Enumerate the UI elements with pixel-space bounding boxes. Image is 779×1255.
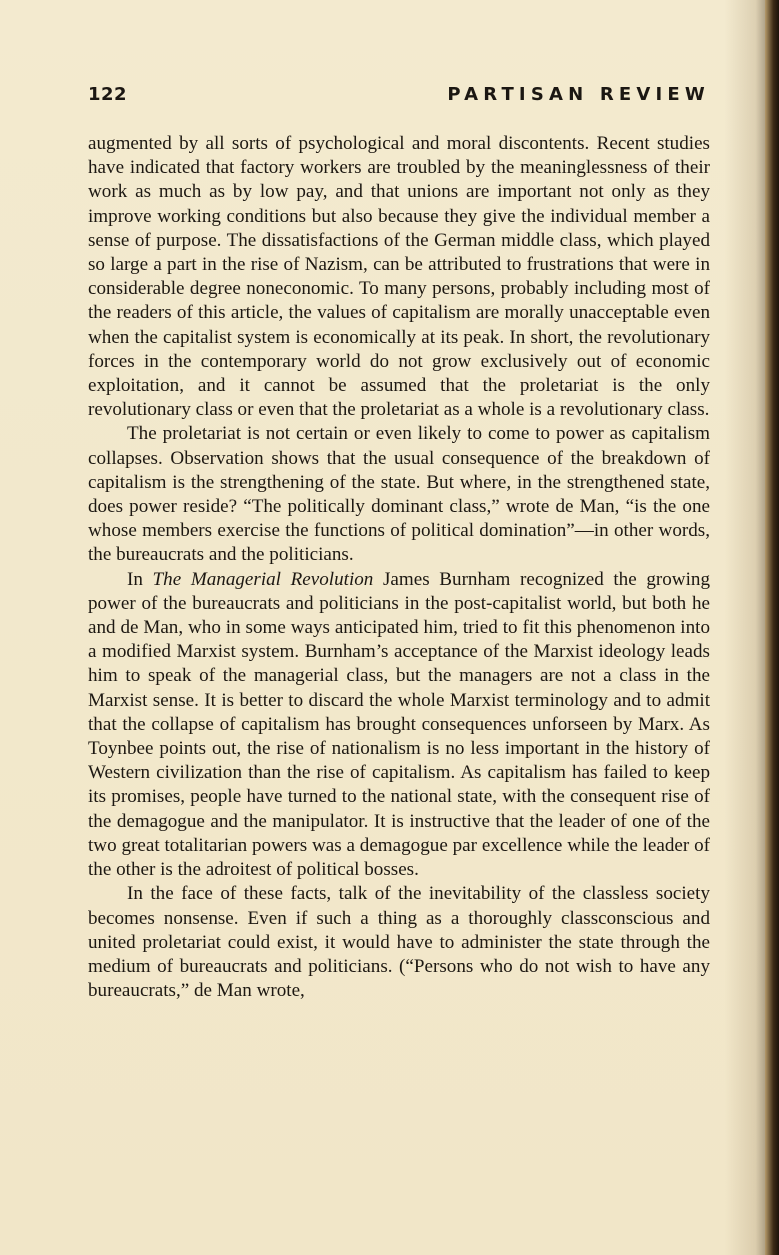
paragraph-3-lead: In	[127, 568, 153, 590]
book-title: The Managerial Revolution	[152, 568, 374, 590]
paragraph-2-text: The proletariat is not certain or even likely to come to power as capitalism collapses. Observation shows that the usual consequence of the breakdown of capitalism is the strengthening of the state. But where, in the strengthened state, does power reside? “The politically dominant class,” wrote de Man, “is the one whose members exercise the functions of political domination”—in other words, the bureaucrats and the politicians.	[88, 423, 710, 566]
page-edge-shadow	[765, 0, 779, 1255]
paragraph-4	[88, 882, 710, 1003]
paragraph-4-text: In the face of these facts, talk of the inevitability of the classless society becomes nonsense. Even if such a thing as a thoroughly classconscious and united proletariat could exist, it would have to administer the state through the medium of bureaucrats and politicians. (“Persons who do not wish to have any bureaucrats,” de Man wrote,	[88, 883, 710, 1002]
body-text	[88, 132, 710, 1003]
running-head	[88, 84, 710, 110]
paragraph-1-text: augmented by all sorts of psychological and moral discontents. Recent studies have indicated that factory workers are troubled by the meaninglessness of their work as much as by low pay, and that unions are important not only as they improve working conditions but also because they give the individual member a sense of purpose. The dissatisfactions of the German middle class, which played so large a part in the rise of Nazism, can be attributed to frustrations that were in considerable degree noneconomic. To many persons, probably including most of the readers of this article, the values of capitalism are morally unacceptable even when the capitalist system is economically at its peak. In short, the revolutionary forces in the contemporary world do not grow exclusively out of economic exploitation, and it cannot be assumed that the proletariat is the only revolutionary class or even that the proletariat as a whole is a revolutionary class.	[88, 133, 710, 421]
paragraph-3-text: James Burnham recognized the growing power of the bureaucrats and politicians in the post-capitalist world, but both he and de Man, who in some ways anticipated him, tried to fit this phenomenon into a modified Marxist system. Burnham’s acceptance of the Marxist ideology leads him to speak of the managerial class, but the managers are not a class in the Marxist sense. It is better to discard the whole Marxist terminology and to admit that the collapse of capitalism has brought consequences unforseen by Marx. As Toynbee points out, the rise of nationalism is no less important in the history of Western civilization than the rise of capitalism. As capitalism has failed to keep its promises, people have turned to the national state, with the consequent rise of the demagogue and the manipulator. It is instructive that the leader of one of the two great totalitarian powers was a demagogue par excellence while the leader of the other is the adroitest of political bosses.	[88, 568, 710, 881]
journal-title: PARTISAN REVIEW	[447, 84, 710, 105]
paragraph-3	[88, 568, 710, 883]
page-number: 122	[88, 84, 128, 105]
paragraph-1	[88, 132, 710, 422]
paragraph-2	[88, 422, 710, 567]
